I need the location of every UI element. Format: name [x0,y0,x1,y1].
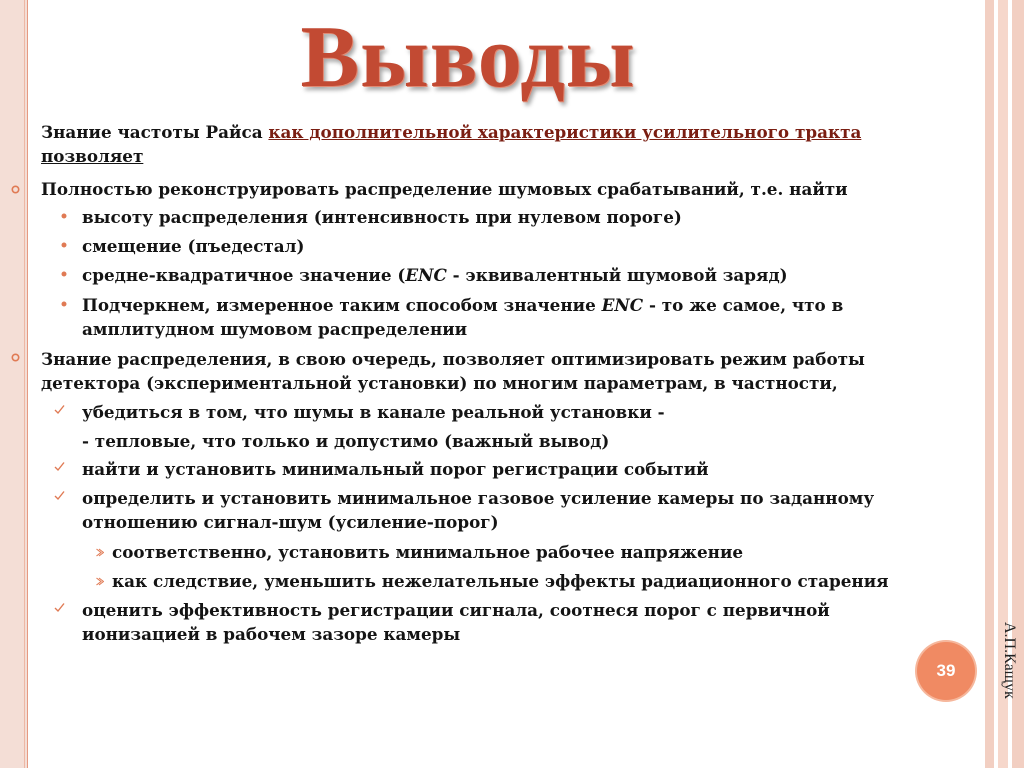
list-item: Полностью реконструировать распределение шумовых срабатываний, т.е. найти [41,179,848,199]
dot-bullet-icon [61,242,67,248]
intro-link[interactable]: как дополнительной характеристики усилительного тракта [268,122,862,142]
arrow-bullet-icon [95,577,104,586]
dot-bullet-icon [61,271,67,277]
dot-bullet-icon [61,213,67,219]
left-frame-border [0,0,28,768]
author-label: А.П.Кащук [1001,622,1018,699]
enc-term: ENC [405,265,447,285]
arrow-bullet-icon [95,548,104,557]
list-item: высоту распределения (интенсивность при нулевом пороге) [82,207,682,227]
slide-title: Выводы [300,9,636,106]
ring-bullet-icon [11,353,20,362]
enc-term: ENC [601,295,644,315]
list-item: смещение (пъедестал) [82,236,305,256]
list-item-continuation: - тепловые, что только и допустимо (важный вывод) [82,431,610,451]
list-item: средне-квадратичное значение (ENC - эквивалентный шумовой заряд) [82,265,788,285]
list-item: Подчеркнем, измеренное таким способом значение ENC - то же самое, что в амплитудном шумовом распределении [82,295,844,339]
list-item: Знание распределения, в свою очередь, позволяет оптимизировать режим работы детектора (экспериментальной установки) по многим параметрам, в частности, [41,349,865,393]
ring-bullet-icon [11,185,20,194]
intro-paragraph [41,120,941,168]
list-item: соответственно, установить минимальное рабочее напряжение [112,542,744,562]
intro-lead: Знание частоты Райса [41,122,269,142]
dot-bullet-icon [61,301,67,307]
list-item: как следствие, уменьшить нежелательные эффекты радиационного старения [112,571,889,591]
list-item: убедиться в том, что шумы в канале реальной установки - [82,402,665,422]
list-item: оценить эффективность регистрации сигнала, соотнеся порог с первичной ионизацией в рабочем зазоре камеры [82,600,830,644]
intro-tail: позволяет [41,146,144,166]
check-bullet-icon [54,602,65,613]
list-item: определить и установить минимальное газовое усиление камеры по заданному отношению сигнал-шум (усиление-порог) [82,488,875,532]
slide-number-badge: 39 [917,642,975,700]
list-item: найти и установить минимальный порог регистрации событий [82,459,709,479]
check-bullet-icon [54,490,65,501]
check-bullet-icon [54,461,65,472]
check-bullet-icon [54,404,65,415]
